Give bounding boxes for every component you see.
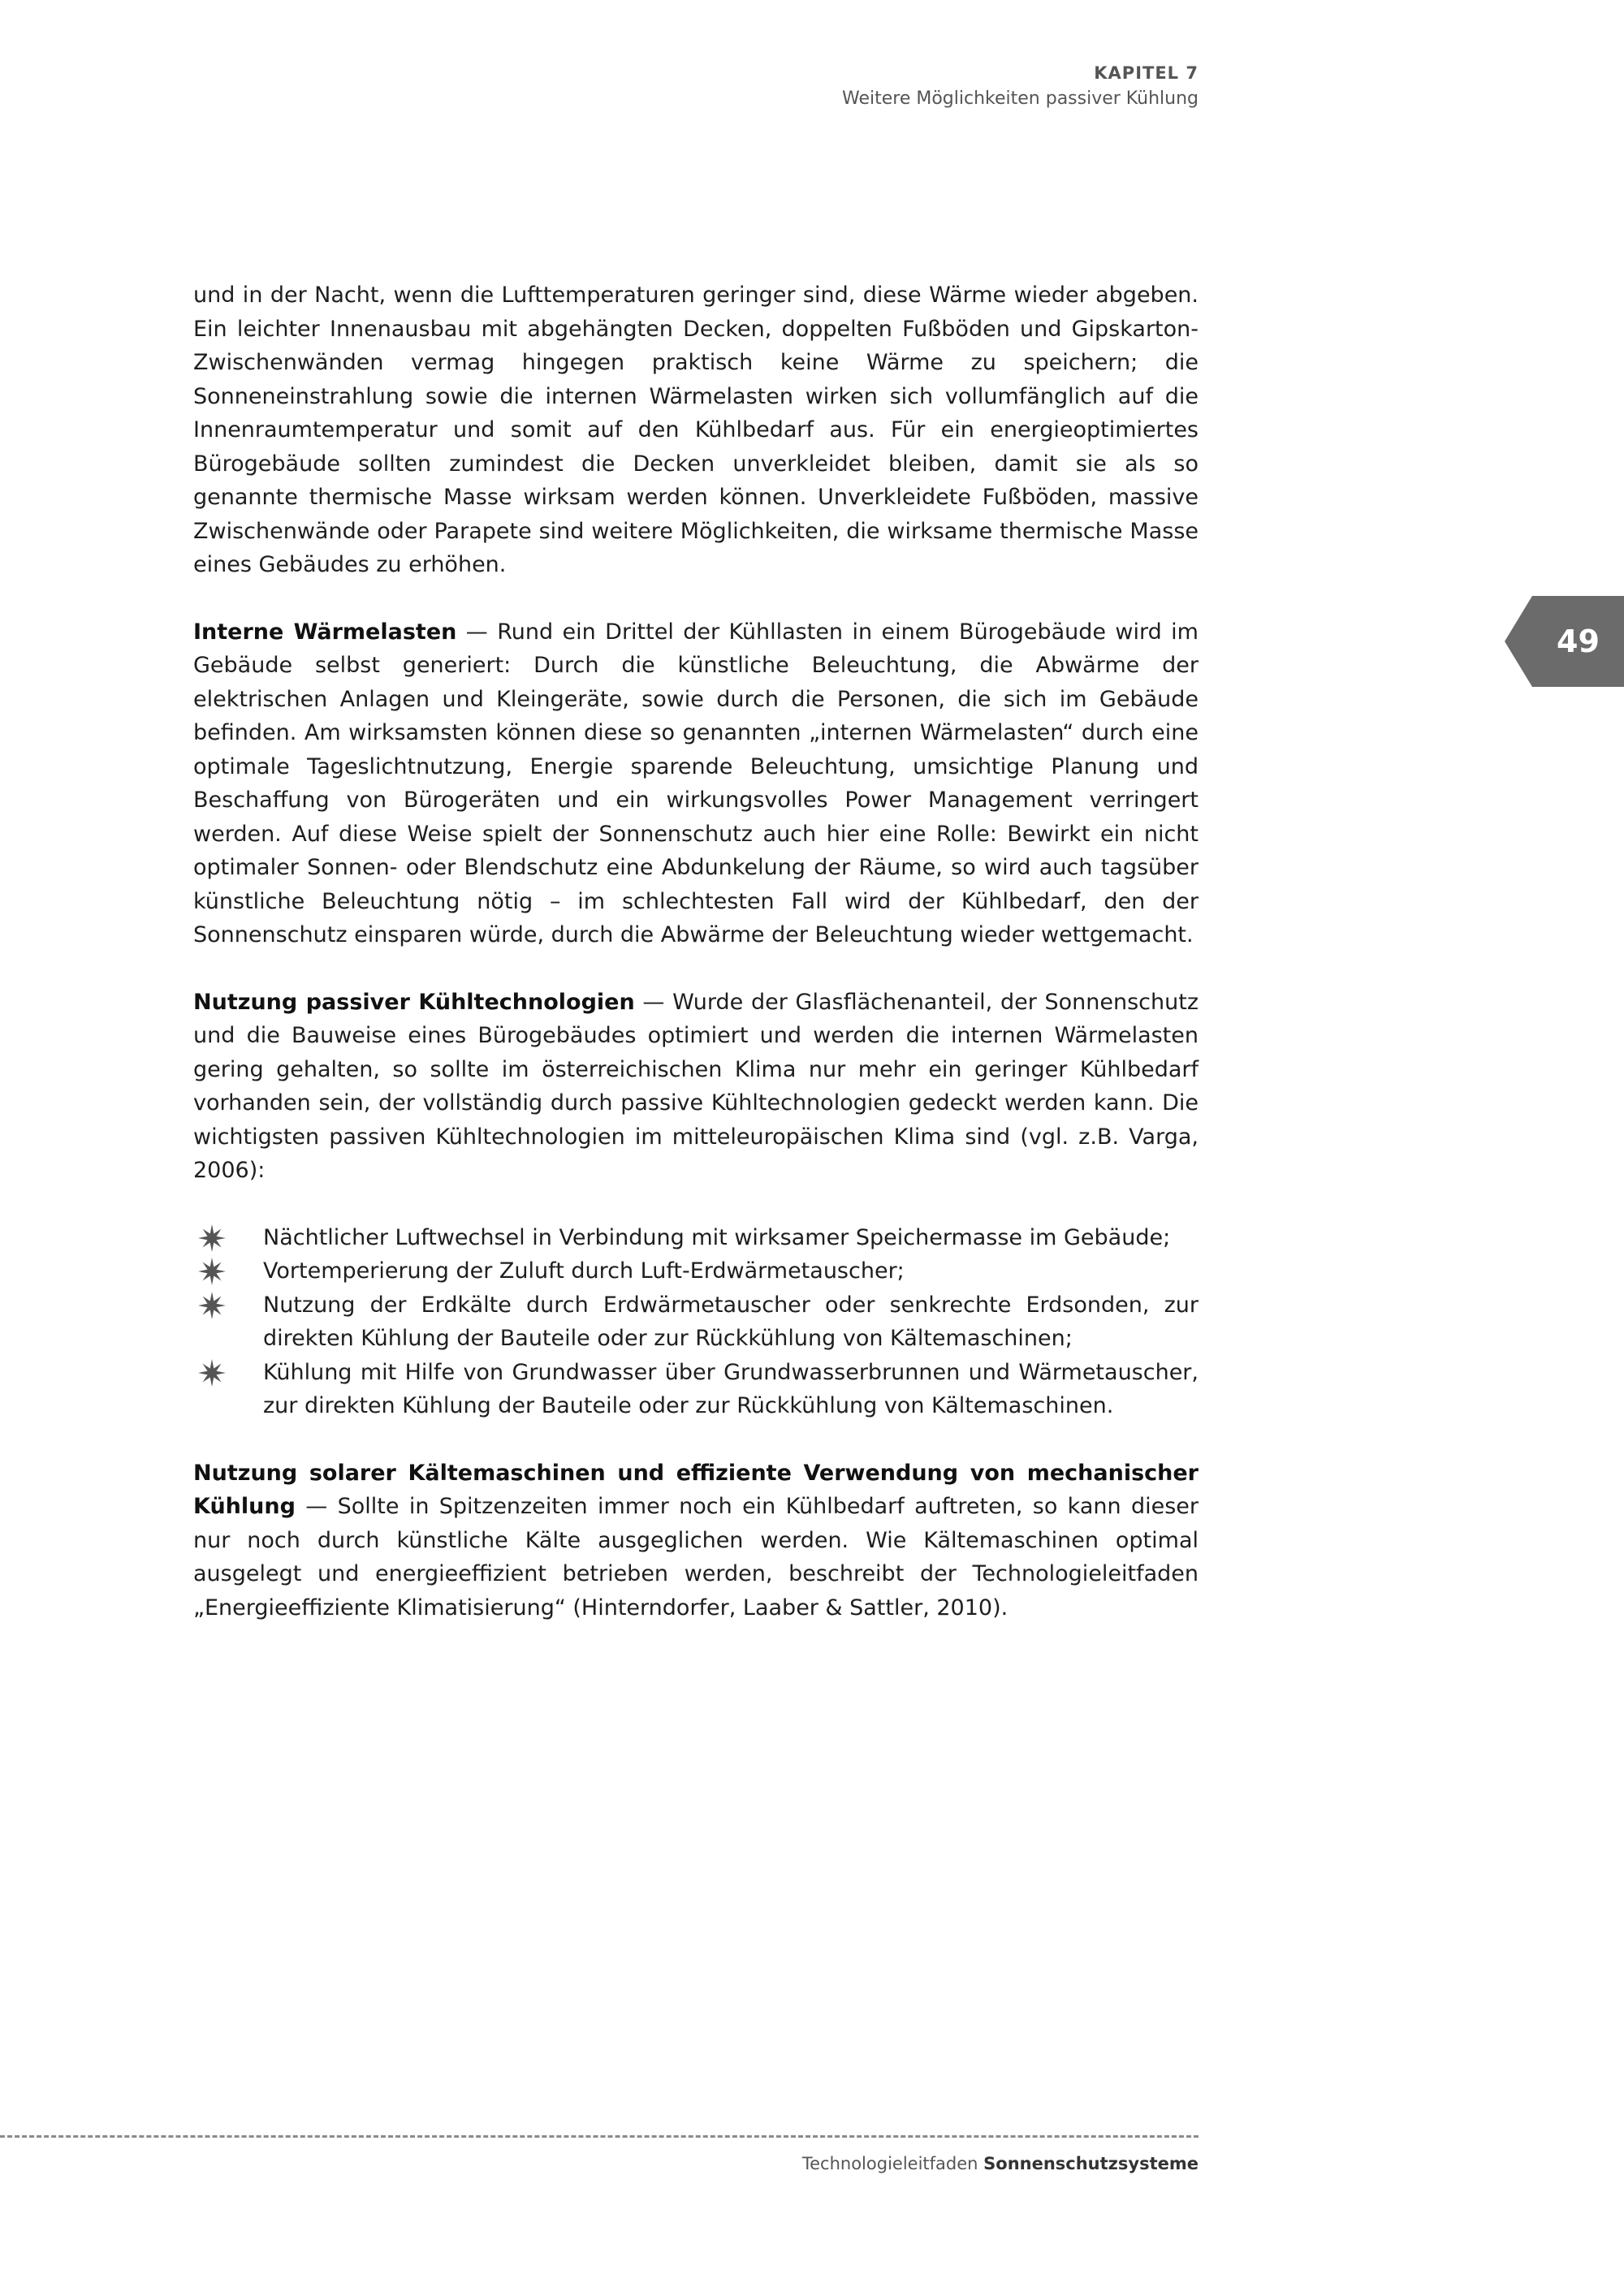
paragraph-solar-cooling: [193, 1457, 1199, 1625]
footer-title: Sonnenschutzsysteme: [983, 2154, 1199, 2173]
heading-passive-cooling: Nutzung passiver Kühltechnologien: [193, 989, 635, 1015]
list-item: [193, 1221, 1199, 1255]
chapter-label: KAPITEL 7: [1094, 63, 1199, 83]
star-bullet-icon: [198, 1224, 226, 1252]
footer-prefix: Technologieleitfaden: [801, 2154, 984, 2173]
footer-divider: [0, 2135, 1199, 2138]
paragraph-thermal-mass: und in der Nacht, wenn die Lufttemperaturen geringer sind, diese Wärme wieder abgeben. Ein leichter Innenausbau mit abgehängten Decken, doppelten Fußböden und Gipskarton-Zwischenwänden vermag hingegen praktisch keine Wärme zu speichern; die Sonneneinstrahlung sowie die internen Wärmelasten wirken sich vollumfänglich auf die Innenraumtemperatur und somit auf den Kühlbedarf aus. Für ein energieoptimiertes Bürogebäude sollten zumindest die Decken unverkleidet bleiben, damit sie als so genannte thermische Masse wirksam werden können. Unverkleidete Fußböden, massive Zwischenwände oder Parapete sind weitere Möglichkeiten, die wirksame thermische Masse eines Gebäudes zu erhöhen.: [193, 283, 1199, 577]
body-text: [193, 278, 1199, 1625]
heading-internal-loads: Interne Wärmelasten: [193, 619, 457, 645]
cooling-technologies-list: [193, 1221, 1199, 1423]
paragraph-passive-cooling: [193, 986, 1199, 1188]
page-number: 49: [1557, 624, 1600, 659]
star-bullet-icon: [198, 1292, 226, 1319]
list-item-text: Nutzung der Erdkälte durch Erdwärmetauscher oder senkrechte Erdsonden, zur direkten Kühlung der Bauteile oder zur Rückkühlung von Kältemaschinen;: [263, 1292, 1199, 1351]
paragraph-internal-loads: [193, 615, 1199, 952]
running-header: [842, 62, 1199, 112]
list-item-text: Nächtlicher Luftwechsel in Verbindung mit wirksamer Speichermasse im Gebäude;: [263, 1224, 1171, 1250]
list-item: [193, 1288, 1199, 1356]
list-item: [193, 1254, 1199, 1288]
section-title: Weitere Möglichkeiten passiver Kühlung: [842, 88, 1199, 109]
text-internal-loads: — Rund ein Drittel der Kühllasten in einem Bürogebäude wird im Gebäude selbst generiert: Durch die künstliche Beleuchtung, die Abwärme der elektrischen Anlagen und Kleingeräte, sowie durch die Personen, die sich im Gebäude befinden. Am wirksamsten können diese so genannten „internen Wärmelasten“ durch eine optimale Tageslichtnutzung, Energie sparende Beleuchtung, umsichtige Planung und Beschaffung von Bürogeräten und ein wirkungsvolles Power Management verringert werden. Auf diese Weise spielt der Sonnenschutz auch hier eine Rolle: Bewirkt ein nicht optimaler Sonnen- oder Blendschutz eine Abdunkelung der Räume, so wird auch tagsüber künstliche Beleuchtung nötig – im schlechtesten Fall wird der Kühlbedarf, den der Sonnenschutz einsparen würde, durch die Abwärme der Beleuchtung wieder wettgemacht.: [193, 619, 1199, 947]
text-solar-cooling: — Sollte in Spitzenzeiten immer noch ein Kühlbedarf auftreten, so kann dieser nur noch durch künstliche Kälte ausgeglichen werden. Wie Kältemaschinen optimal ausgelegt und energieeffizient betrieben werden, beschreibt der Technologieleitfaden „Energieeffiziente Klimatisierung“ (Hinterndorfer, Laaber & Sattler, 2010).: [193, 1494, 1199, 1621]
star-bullet-icon: [198, 1359, 226, 1387]
list-item-text: Kühlung mit Hilfe von Grundwasser über Grundwasserbrunnen und Wärmetauscher, zur direkten Kühlung der Bauteile oder zur Rückkühlung von Kältemaschinen.: [263, 1359, 1199, 1418]
text-passive-cooling: — Wurde der Glasflächenanteil, der Sonnenschutz und die Bauweise eines Bürogebäudes optimiert und werden die internen Wärmelasten gering gehalten, so sollte im österreichischen Klima nur mehr ein geringer Kühlbedarf vorhanden sein, der vollständig durch passive Kühltechnologien gedeckt werden kann. Die wichtigsten passiven Kühltechnologien im mitteleuropäischen Klima sind (vgl. z.B. Varga, 2006):: [193, 989, 1199, 1183]
list-item-text: Vortemperierung der Zuluft durch Luft-Erdwärmetauscher;: [263, 1258, 905, 1284]
star-bullet-icon: [198, 1258, 226, 1285]
running-footer: [802, 2151, 1199, 2176]
list-item: [193, 1356, 1199, 1423]
heading-solar-cooling: Nutzung solarer Kältemaschinen und effiziente Verwendung von mechanischer Kühlung: [193, 1460, 1199, 1519]
page-number-tab: [1505, 596, 1624, 687]
